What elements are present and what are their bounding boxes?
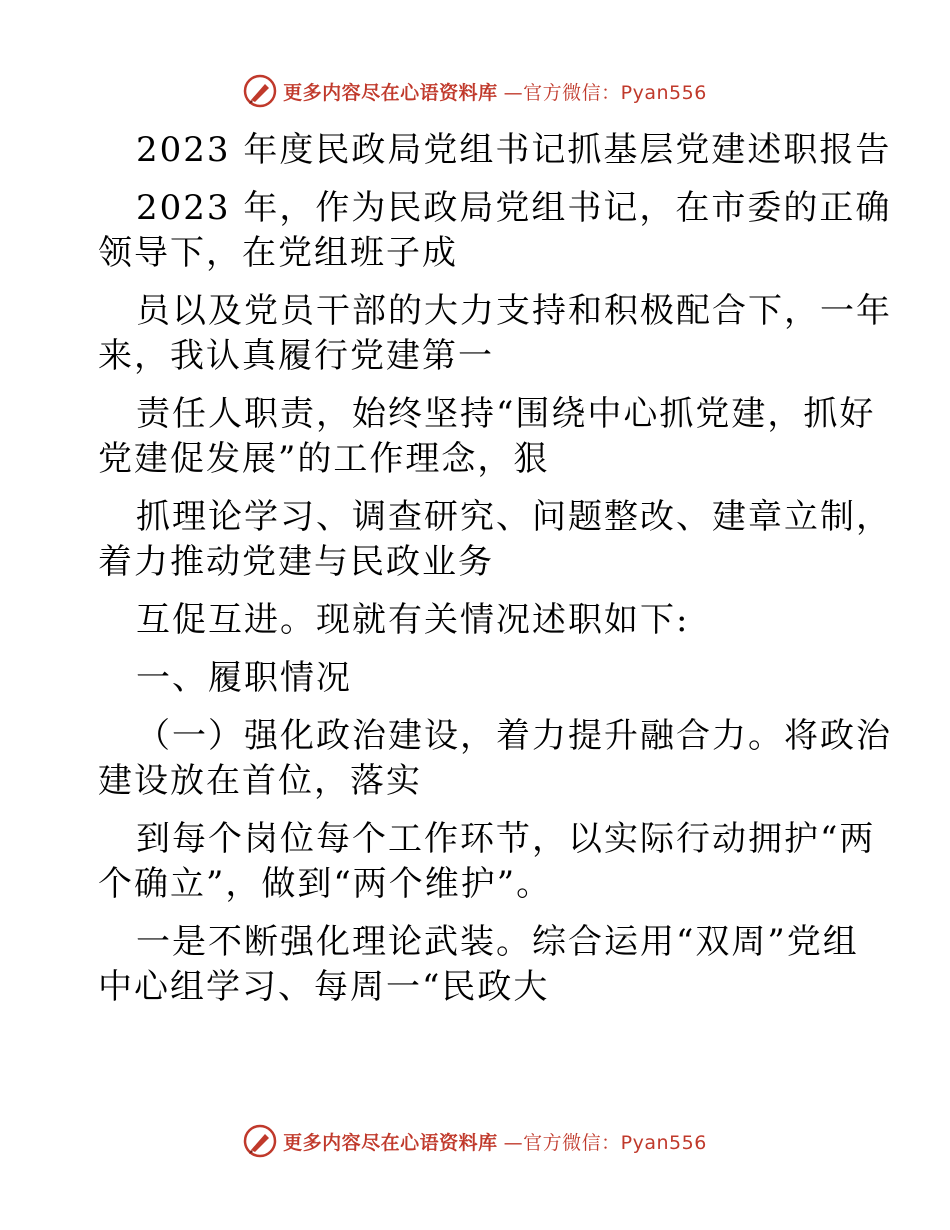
paragraph-line: 2023 年，作为民政局党组书记，在市委的正确 <box>136 188 892 228</box>
watermark-footer <box>0 1124 950 1158</box>
watermark-text: 更多内容尽在心语资料库 <box>283 81 498 104</box>
watermark-header <box>0 74 950 108</box>
section-heading: 一、履职情况 <box>136 658 352 698</box>
paragraph-line: 抓理论学习、调查研究、问题整改、建章立制， <box>136 497 892 537</box>
paragraph-line: 党建促发展”的工作理念，狠 <box>98 439 550 479</box>
paragraph-line: 建设放在首位，落实 <box>98 761 422 801</box>
paragraph-line: 一是不断强化理论武装。综合运用“双周”党组 <box>136 922 859 962</box>
paragraph-line: 到每个岗位每个工作环节，以实际行动拥护“两 <box>136 819 876 859</box>
document-body <box>98 128 892 1010</box>
watermark-contact: —官方微信：Pyan556 <box>503 81 707 104</box>
pen-logo-icon <box>243 1124 277 1158</box>
paragraph-line: 互促互进。现就有关情况述职如下: <box>136 600 690 640</box>
paragraph-line: 中心组学习、每周一“民政大 <box>98 967 550 1007</box>
watermark-contact: —官方微信：Pyan556 <box>503 1131 707 1154</box>
paragraph-line: 责任人职责，始终坚持“围绕中心抓党建，抓好 <box>136 394 876 434</box>
paragraph-line: 来，我认真履行党建第一 <box>98 336 494 376</box>
paragraph-line: 个确立”，做到“两个维护”。 <box>98 864 553 904</box>
pen-logo-icon <box>243 74 277 108</box>
watermark-text: 更多内容尽在心语资料库 <box>283 1131 498 1154</box>
paragraph-line: 着力推动党建与民政业务 <box>98 542 494 582</box>
subsection-heading: （一）强化政治建设，着力提升融合力。将政治 <box>136 716 892 756</box>
paragraph-line: 员以及党员干部的大力支持和积极配合下，一年 <box>136 291 892 331</box>
paragraph-line: 领导下，在党组班子成 <box>98 233 458 273</box>
document-title: 2023 年度民政局党组书记抓基层党建述职报告 <box>136 130 892 170</box>
